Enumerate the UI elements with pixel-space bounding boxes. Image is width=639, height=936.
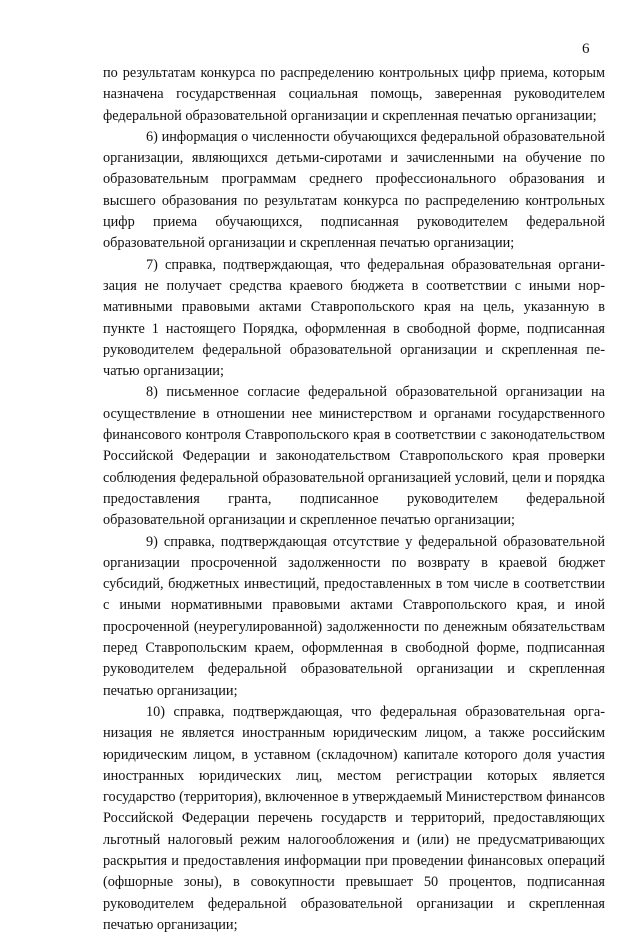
paragraph-item-6: 6) информация о численности обучающихся федеральной образовательной организации, являющихся детьми-сиротами и зачисленными на обучение по образовательным программам среднего профессионального образования и высшего образования по результатам конкурса по распределению контрольных цифр приема обучающихся, подписанная руководителем федеральной образовательной организации и скрепленная печатью организации; <box>103 128 605 252</box>
paragraph-item-10: 10) справка, подтверждающая, что федеральная образовательная организация не является иностранным юридическим лицом, а также российским юридическим лицом, в уставном (складочном) капитале которого доля участия иностранных юридических лиц, местом регистрации которых является государство (территория), включенное в утверждаемый Министерством финансов Российской Федерации перечень государств и территорий, предоставляющих льготный налоговый режим налогообложения и (или) не предусматривающих раскрытия и предоставления информации при проведении финансовых операций (офшорные зоны), в совокупности превышает 50 процентов, подписанная руководителем федеральной образовательной организации и скрепленная печатью организации; <box>103 703 605 933</box>
page-number: 6 <box>582 41 590 57</box>
paragraph-item-7: 7) справка, подтверждающая, что федеральная образовательная организация не получает средства краевого бюджета в соответствии с иными нормативными правовыми актами Ставропольского края на цель, указанную в пункте 1 настоящего Порядка, оформленная в свободной форме, подписанная руководителем федеральной образовательной организации и скрепленная печатью организации; <box>103 256 605 380</box>
document-body <box>103 63 605 936</box>
paragraph-item-9: 9) справка, подтверждающая отсутствие у федеральной образовательной организации просроченной задолженности по возврату в краевой бюджет субсидий, бюджетных инвестиций, предоставленных в том числе в соответствии с иными нормативными правовыми актами Ставропольского края, и иной просроченной (неурегулированной) задолженности по денежным обязательствам перед Ставропольским краем, оформленная в свободной форме, подписанная руководителем федеральной образовательной организации и скрепленная печатью организации; <box>103 533 605 699</box>
paragraph-continuation: по результатам конкурса по распределению контрольных цифр приема, которым назначена государственная социальная помощь, заверенная руководителем федеральной образовательной организации и скрепленная печатью организации; <box>103 65 605 124</box>
paragraph-item-8: 8) письменное согласие федеральной образовательной организации на осуществление в отношении нее министерством и органами государственного финансового контроля Ставропольского края в соответствии с законодательством Российской Федерации и законодательством Ставропольского края проверки соблюдения федеральной образовательной организацией условий, цели и порядка предоставления гранта, подписанное руководителем федеральной образовательной организации и скрепленное печатью организации; <box>103 384 605 529</box>
